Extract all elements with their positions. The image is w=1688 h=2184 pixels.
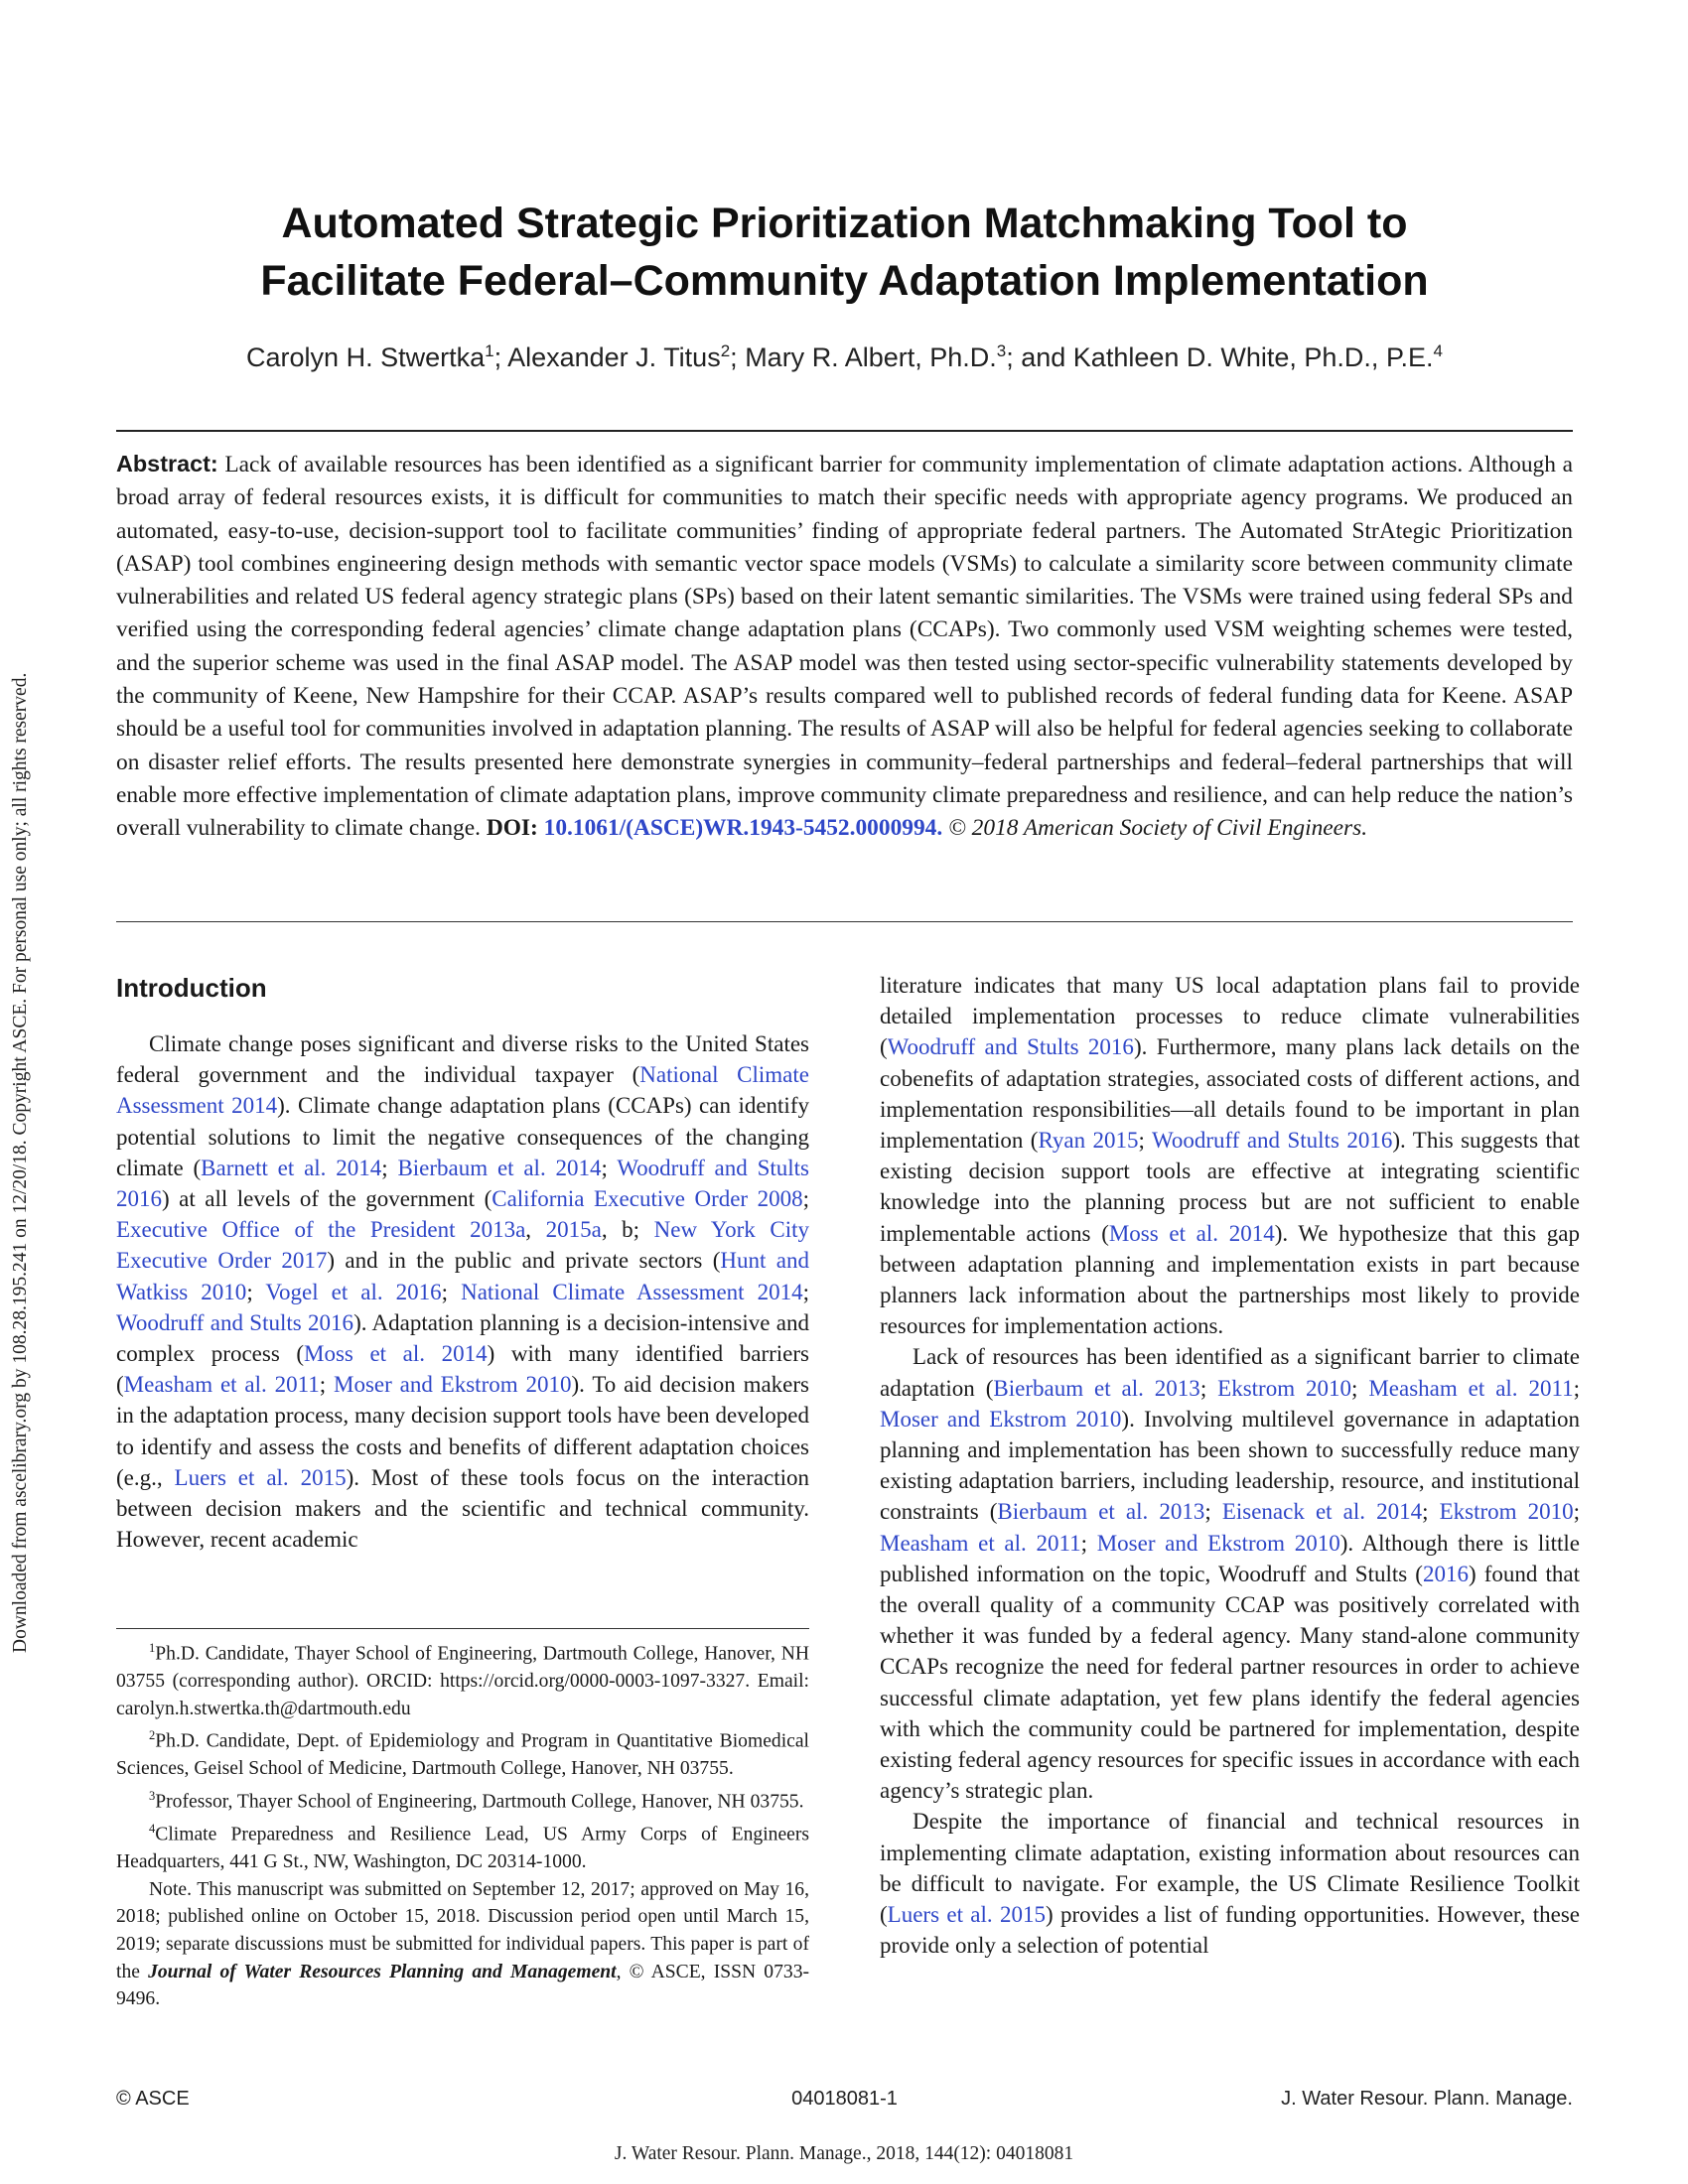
- body-text: ;: [381, 1155, 398, 1180]
- body-text: ) found that the overall quality of a community CCAP was positively correlated with whether it was funded by a federal agency. Many stand-alone community CCAPs recognize the need for federal partner resources in order to achieve successful climate adaptation, yet few plans identify the federal agencies with which the community could be partnered for implementation, despite existing federal agency resources for specific issues in accordance with each agency’s strategic plan.: [880, 1561, 1580, 1804]
- reference-link[interactable]: Bierbaum et al. 2014: [397, 1155, 602, 1180]
- body-text: ). Furthermore, many plans lack details on the cobenefits of adaptation strategies, associated costs of different actions, and implementation responsibilities—all details found to be important in plan implementation (: [880, 1034, 1580, 1154]
- reference-link[interactable]: Vogel et al. 2016: [265, 1279, 442, 1304]
- body-text: ;: [802, 1279, 809, 1304]
- author-list: [116, 334, 1573, 375]
- reference-link[interactable]: Ekstrom 2010: [1439, 1499, 1574, 1525]
- reference-link[interactable]: New York City Executive Order 2017: [116, 1217, 810, 1274]
- citation-line: J. Water Resour. Plann. Manage., 2018, 144(12): 04018081: [614, 2143, 1074, 2164]
- reference-link[interactable]: Luers et al. 2015: [174, 1464, 347, 1490]
- body-text: ;: [1138, 1128, 1152, 1154]
- reference-link[interactable]: Ekstrom 2010: [1217, 1375, 1352, 1401]
- footnote-text: Professor, Thayer School of Engineering, Dartmouth College, Hanover, NH 03755.: [155, 1791, 804, 1813]
- footnote-2: [116, 1722, 809, 1783]
- doi-link[interactable]: 10.1061/(ASCE)WR.1943-5452.0000994.: [543, 815, 943, 842]
- intro-right-column: [880, 970, 1580, 1962]
- author-affiliation-mark: 4: [1433, 341, 1443, 360]
- intro-left-column: [116, 1028, 809, 1555]
- body-text: ) with many identified barriers (: [116, 1341, 809, 1398]
- reference-link[interactable]: Woodruff and Stults 2016: [116, 1309, 354, 1335]
- submission-note: [116, 1876, 809, 2013]
- reference-link[interactable]: Barnett et al. 2014: [201, 1155, 382, 1180]
- abstract-label: Abstract:: [116, 451, 218, 477]
- reference-link[interactable]: Moser and Ekstrom 2010: [1096, 1530, 1340, 1556]
- reference-link[interactable]: Luers et al. 2015: [887, 1902, 1046, 1928]
- reference-link[interactable]: Bierbaum et al. 2013: [993, 1375, 1200, 1401]
- reference-link[interactable]: Moss et al. 2014: [1108, 1220, 1275, 1246]
- body-text: ) provides a list of funding opportunities. However, these provide only a selection of potential: [880, 1902, 1580, 1959]
- body-text: ). Most of these tools focus on the interaction between decision makers and the scientific and technical community. However, recent academic: [116, 1464, 809, 1553]
- reference-link[interactable]: National Climate Assessment 2014: [461, 1279, 803, 1304]
- body-text: ). Although there is little published information on the topic, Woodruff and Stults (: [880, 1530, 1581, 1586]
- footnote-3: [116, 1783, 809, 1816]
- body-text: Climate change poses significant and diverse risks to the United States federal government and the individual taxpayer (: [116, 1031, 809, 1088]
- author-separator: ; and: [1006, 342, 1073, 372]
- author-affiliation-mark: 2: [720, 341, 731, 360]
- reference-link[interactable]: Moser and Ekstrom 2010: [880, 1406, 1122, 1432]
- abstract-text: Lack of available resources has been identified as a significant barrier for community implementation of climate adaptation actions. Although a broad array of federal resources exists, it is difficult for communities to match their specific needs with appropriate agency programs. We produced an automated, easy-to-use, decision-support tool to facilitate communities’ finding of appropriate federal partners. The Automated StrAtegic Prioritization (ASAP) tool combines engineering design methods with semantic vector space models (VSMs) to calculate a similarity score between community climate vulnerabilities and related US federal agency strategic plans (SPs) based on their latent semantic similarities. The VSMs were trained using federal SPs and verified using the corresponding federal agencies’ climate change adaptation plans (CCAPs). Two commonly used VSM weighting schemes were tested, and the superior scheme was used in the final ASAP model. The ASAP model was then tested using sector-specific vulnerability statements developed by the community of Keene, New Hampshire for their CCAP. ASAP’s results compared well to published records of federal funding data for Keene. ASAP should be a useful tool for communities involved in adaptation planning. The results of ASAP will also be helpful for federal agencies seeking to collaborate on disaster relief efforts. The results presented here demonstrate synergies in community–federal partnerships and federal–federal partnerships that will enable more effective implementation of climate adaptation plans, improve community climate preparedness and resilience, and can help reduce the nation’s overall vulnerability to climate change.: [116, 452, 1573, 842]
- footnote-text: Climate Preparedness and Resilience Lead, US Army Corps of Engineers Headquarters, 441 G St., NW, Washington, DC 20314-1000.: [116, 1824, 809, 1873]
- body-text: ;: [601, 1155, 618, 1180]
- footnote-mark: 1: [149, 1641, 156, 1655]
- reference-link[interactable]: Woodruff and Stults 2016: [1151, 1128, 1393, 1154]
- abstract: [116, 448, 1573, 846]
- body-text: literature indicates that many US local adaptation plans fail to provide detailed implementation processes to reduce climate vulnerabilities (: [880, 973, 1580, 1060]
- reference-link[interactable]: National Climate Assessment 2014: [116, 1062, 809, 1119]
- body-text: ;: [1422, 1499, 1440, 1525]
- reference-link[interactable]: Woodruff and Stults 2016: [116, 1155, 809, 1212]
- page-footer: [116, 2085, 1573, 2113]
- note-text: Note. This manuscript was submitted on September 12, 2017; approved on May 16, 2018; published online on October 15, 2018. Discussion period open until March 15, 2019; separate discussions must be submitted for individual papers. This paper is part of the: [116, 1878, 809, 1982]
- body-text: ;: [246, 1279, 266, 1304]
- author-affiliation-mark: 3: [996, 341, 1007, 360]
- author-name: Kathleen D. White, Ph.D., P.E.: [1072, 342, 1434, 372]
- doi-label: DOI:: [486, 815, 538, 842]
- author-separator: ;: [493, 342, 508, 372]
- body-text: ;: [319, 1372, 334, 1398]
- reference-link[interactable]: 2016: [1422, 1561, 1469, 1586]
- footnote-mark: 2: [149, 1728, 156, 1743]
- footer-copyright: © ASCE: [116, 2088, 190, 2110]
- abstract-copyright: © 2018 American Society of Civil Engineers.: [948, 815, 1368, 842]
- body-text: ) at all levels of the government (: [162, 1186, 492, 1212]
- title-line-1: Automated Strategic Prioritization Matchmaking Tool to: [281, 200, 1408, 247]
- article-number: 04018081-1: [791, 2088, 898, 2110]
- reference-link[interactable]: California Executive Order 2008: [492, 1186, 803, 1212]
- author-affiliation-mark: 1: [485, 341, 494, 360]
- note-issn: , © ASCE, ISSN 0733-9496.: [116, 1961, 810, 2010]
- section-heading-introduction: Introduction: [116, 973, 267, 1003]
- reference-link[interactable]: Bierbaum et al. 2013: [997, 1499, 1205, 1525]
- reference-link[interactable]: Ryan 2015: [1038, 1128, 1139, 1154]
- author-name: Alexander J. Titus: [507, 342, 721, 372]
- abstract-divider: [116, 921, 1573, 922]
- reference-link[interactable]: 2015a: [545, 1217, 602, 1243]
- body-text: Despite the importance of financial and technical resources in implementing climate adaptation, existing information about resources can be difficult to navigate. For example, the US Climate Resilience Toolkit (: [880, 1809, 1580, 1928]
- body-text: ;: [1199, 1375, 1218, 1401]
- body-text: ;: [802, 1186, 809, 1212]
- intro-paragraph: [880, 1341, 1580, 1806]
- footnote-4: [116, 1816, 809, 1876]
- title-line-2: Facilitate Federal–Community Adaptation Implementation: [260, 257, 1429, 305]
- body-text: ;: [1204, 1499, 1222, 1525]
- author-separator: ;: [730, 342, 746, 372]
- body-text: ;: [1080, 1530, 1097, 1556]
- footnote-mark: 4: [149, 1822, 156, 1837]
- body-text: Lack of resources has been identified as a significant barrier to climate adaptation (: [880, 1344, 1580, 1401]
- body-text: ). We hypothesize that this gap between adaptation planning and implementation exists in part because planners lack information about the partnerships most likely to provide resources for implementation actions.: [880, 1220, 1580, 1339]
- footnote-text: Ph.D. Candidate, Dept. of Epidemiology and Program in Quantitative Biomedical Sciences, Geisel School of Medicine, Dartmouth College, Hanover, NH 03755.: [116, 1730, 809, 1780]
- intro-paragraph: [880, 970, 1580, 1341]
- body-text: ). To aid decision makers in the adaptation process, many decision support tools have been developed to identify and assess the costs and benefits of different adaptation choices (e.g.,: [116, 1372, 809, 1490]
- body-text: , b;: [601, 1217, 654, 1243]
- journal-name: Journal of Water Resources Planning and Management: [148, 1961, 617, 1982]
- reference-link[interactable]: Moser and Ekstrom 2010: [334, 1372, 572, 1398]
- footnote-1: [116, 1635, 809, 1722]
- footnote-divider: [116, 1628, 809, 1629]
- body-text: ;: [1573, 1499, 1580, 1525]
- author-name: Mary R. Albert, Ph.D.: [745, 342, 997, 372]
- reference-link[interactable]: Executive Office of the President 2013a: [116, 1217, 526, 1243]
- body-text: ). Involving multilevel governance in adaptation planning and implementation has been shown to successfully reduce many existing adaptation barriers, including leadership, resource, and institutional constraints (: [880, 1406, 1580, 1525]
- body-text: ). This suggests that existing decision support tools are effective at integrating scientific knowledge into the planning process but are not sufficient to enable implementable actions (: [880, 1128, 1580, 1246]
- intro-paragraph: [116, 1028, 809, 1555]
- body-text: ). Climate change adaptation plans (CCAPs) can identify potential solutions to limit the negative consequences of the changing climate (: [116, 1093, 809, 1180]
- reference-link[interactable]: Measham et al. 2011: [880, 1530, 1081, 1556]
- reference-link[interactable]: Measham et al. 2011: [123, 1372, 320, 1398]
- reference-link[interactable]: Eisenack et al. 2014: [1221, 1499, 1423, 1525]
- footer-journal: J. Water Resour. Plann. Manage.: [1281, 2088, 1573, 2110]
- paper-title: [116, 195, 1573, 310]
- body-text: ;: [1351, 1375, 1369, 1401]
- footnote-text: Ph.D. Candidate, Thayer School of Engineering, Dartmouth College, Hanover, NH 03755 (corresponding author). ORCID: https://orcid.org/0000-0003-1097-3327. Email: carolyn.h.stwertka.th@dartmouth.edu: [116, 1643, 809, 1719]
- intro-paragraph: [880, 1806, 1580, 1961]
- reference-link[interactable]: Woodruff and Stults 2016: [887, 1034, 1134, 1060]
- header-divider: [116, 430, 1573, 432]
- reference-link[interactable]: Moss et al. 2014: [304, 1341, 488, 1367]
- body-text: ,: [525, 1217, 546, 1243]
- author-name: Carolyn H. Stwertka: [246, 342, 486, 372]
- footnotes: [116, 1635, 809, 2013]
- download-watermark: Downloaded from ascelibrary.org by 108.28.195.241 on 12/20/18. Copyright ASCE. For personal use only; all rights reserved.: [10, 672, 31, 1653]
- footnote-mark: 3: [149, 1789, 156, 1804]
- body-text: ;: [1573, 1375, 1581, 1401]
- reference-link[interactable]: Hunt and Watkiss 2010: [116, 1248, 810, 1304]
- reference-link[interactable]: Measham et al. 2011: [1368, 1375, 1574, 1401]
- body-text: ) and in the public and private sectors (: [327, 1248, 721, 1274]
- body-text: ). Adaptation planning is a decision-intensive and complex process (: [116, 1309, 809, 1367]
- body-text: ;: [441, 1279, 462, 1304]
